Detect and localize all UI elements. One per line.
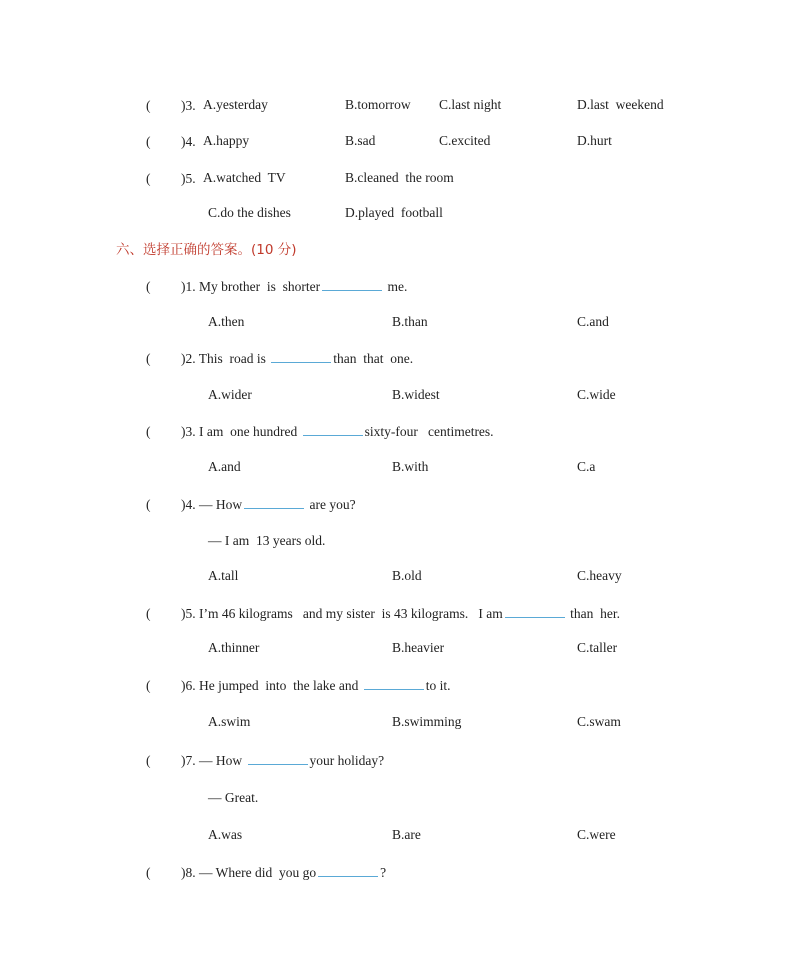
option-b: B.heavier <box>392 640 445 655</box>
question-stem <box>181 423 494 441</box>
option-a: A.thinner <box>208 640 260 655</box>
answer-blank[interactable] <box>322 278 382 291</box>
option-b: B.widest <box>392 387 440 402</box>
option-a: A.then <box>208 314 245 329</box>
question-number: )6. <box>181 678 196 693</box>
question-stem <box>181 496 356 514</box>
option-c: C.wide <box>577 387 616 402</box>
option-c: C.a <box>577 459 596 474</box>
option-d: D.played football <box>345 205 443 220</box>
question-number: )7. <box>181 753 196 768</box>
option-a: A.happy <box>203 133 250 148</box>
answer-paren[interactable]: ( <box>146 134 151 149</box>
answer-blank[interactable] <box>271 350 331 363</box>
option-c: C.were <box>577 827 616 842</box>
stem-pre: I’m 46 kilograms and my sister is 43 kilograms. I am <box>199 606 503 621</box>
answer-blank[interactable] <box>303 423 363 436</box>
question-stem <box>181 278 407 296</box>
stem-post: than her. <box>566 606 620 621</box>
option-c: C.excited <box>439 133 491 148</box>
stem-post: ? <box>380 865 387 880</box>
option-b: B.than <box>392 314 428 329</box>
question-number: )1. <box>181 279 196 294</box>
option-b: B.with <box>392 459 429 474</box>
question-stem <box>181 752 384 770</box>
answer-paren[interactable]: ( <box>146 497 151 512</box>
answer-paren[interactable]: ( <box>146 424 151 439</box>
option-c: C.taller <box>577 640 618 655</box>
question-number: )8. <box>181 865 196 880</box>
stem-pre: This road is <box>198 351 270 366</box>
option-c: C.last night <box>439 97 502 112</box>
stem-post: to it. <box>425 678 451 693</box>
question-number: )5. <box>181 171 196 186</box>
stem-post: me. <box>384 279 408 294</box>
stem-post: sixty-four centimetres. <box>364 424 494 439</box>
option-a: A.swim <box>208 714 251 729</box>
answer-paren[interactable]: ( <box>146 753 151 768</box>
answer-blank[interactable] <box>244 496 304 509</box>
option-a: A.and <box>208 459 241 474</box>
option-c: C.do the dishes <box>208 205 291 220</box>
stem-pre: My brother is shorter <box>199 279 321 294</box>
answer-paren[interactable]: ( <box>146 865 151 880</box>
answer-paren[interactable]: ( <box>146 279 151 294</box>
dialogue-reply: — I am 13 years old. <box>208 533 326 548</box>
question-stem <box>181 864 386 882</box>
option-a: A.was <box>208 827 243 842</box>
stem-post: than that one. <box>333 351 414 366</box>
answer-paren[interactable]: ( <box>146 606 151 621</box>
section-6-title: 六、选择正确的答案。(10 分) <box>116 242 297 258</box>
question-number: )5. <box>181 606 196 621</box>
option-c: C.heavy <box>577 568 622 583</box>
question-stem <box>181 605 620 623</box>
answer-blank[interactable] <box>505 605 565 618</box>
option-a: A.yesterday <box>203 97 268 112</box>
option-a: A.watched TV <box>203 170 286 185</box>
stem-pre: He jumped into the lake and <box>199 678 362 693</box>
option-b: B.swimming <box>392 714 462 729</box>
question-number: )3. <box>181 424 196 439</box>
question-number: )2. <box>181 351 196 366</box>
stem-post: are you? <box>306 497 356 512</box>
option-b: B.tomorrow <box>345 97 411 112</box>
option-c: C.swam <box>577 714 621 729</box>
answer-paren[interactable]: ( <box>146 351 151 366</box>
option-b: B.old <box>392 568 422 583</box>
option-b: B.sad <box>345 133 376 148</box>
answer-paren[interactable]: ( <box>146 171 151 186</box>
option-b: B.are <box>392 827 421 842</box>
stem-pre: — How <box>199 497 243 512</box>
answer-blank[interactable] <box>318 864 378 877</box>
question-number: )3. <box>181 98 196 113</box>
option-b: B.cleaned the room <box>345 170 454 185</box>
option-a: A.tall <box>208 568 239 583</box>
stem-pre: I am one hundred <box>199 424 301 439</box>
answer-paren[interactable]: ( <box>146 678 151 693</box>
question-stem <box>181 350 413 368</box>
dialogue-reply: — Great. <box>208 790 259 805</box>
option-d: D.hurt <box>577 133 612 148</box>
option-c: C.and <box>577 314 609 329</box>
stem-post: your holiday? <box>309 753 385 768</box>
answer-paren[interactable]: ( <box>146 98 151 113</box>
answer-blank[interactable] <box>364 677 424 690</box>
question-number: )4. <box>181 134 196 149</box>
stem-pre: — Where did you go <box>199 865 317 880</box>
option-d: D.last weekend <box>577 97 664 112</box>
option-a: A.wider <box>208 387 252 402</box>
question-number: )4. <box>181 497 196 512</box>
answer-blank[interactable] <box>248 752 308 765</box>
stem-pre: — How <box>199 753 246 768</box>
question-stem <box>181 677 450 695</box>
